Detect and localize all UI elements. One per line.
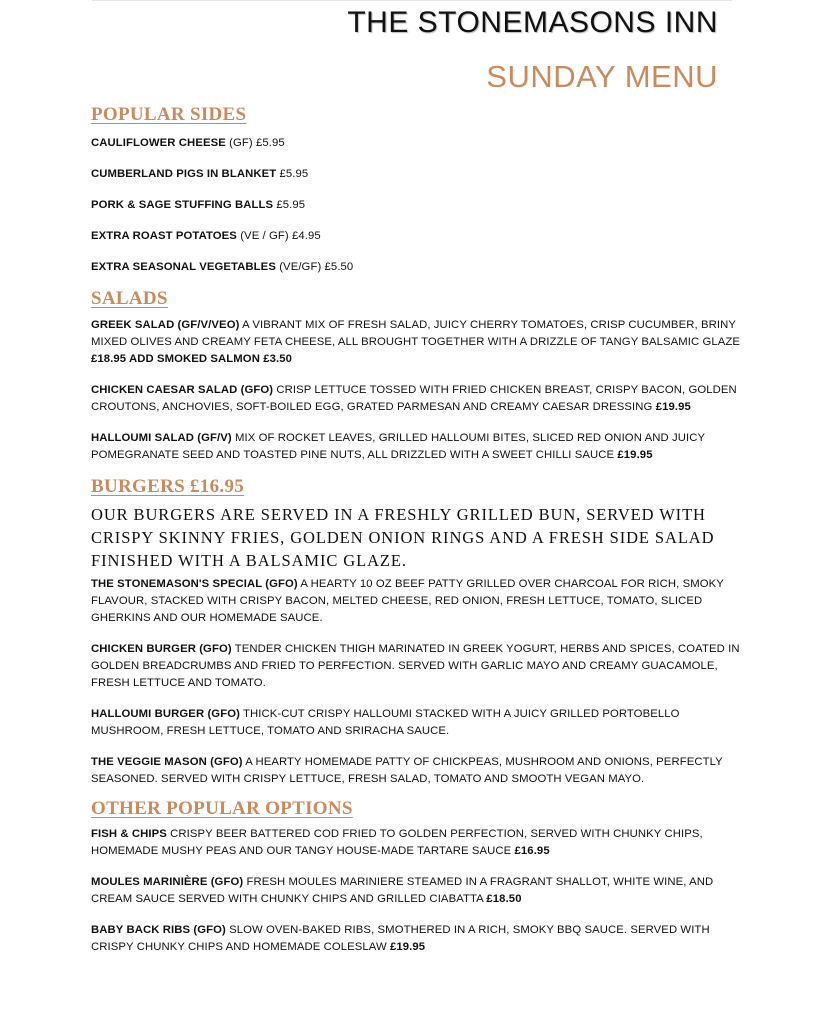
item-description: SLOW OVEN-BAKED RIBS, SMOTHERED IN A RICH, SMOKY BBQ SAUCE. SERVED WITH CRISPY CHUNKY CHIPS AND HOMEMADE COLESLAW: [91, 924, 710, 953]
item-description: FRESH MOULES MARINIERE STEAMED IN A FRAGRANT SHALLOT, WHITE WINE, AND CREAM SAUCE SERVED WITH CHUNKY CHIPS AND GRILLED CIABATTA: [91, 876, 714, 905]
item-name: HALLOUMI BURGER (GFO): [91, 708, 240, 720]
list-item: [91, 259, 741, 276]
menu-content: [91, 104, 741, 956]
list-item: [91, 166, 741, 183]
salads-list: [91, 317, 741, 464]
item-name: HALLOUMI SALAD (GF/V): [91, 432, 232, 444]
restaurant-name: THE STONEMASONS INN: [347, 6, 718, 39]
list-item: [91, 922, 741, 956]
list-item: [91, 228, 741, 245]
item-name: CAULIFLOWER CHEESE: [91, 137, 226, 149]
list-item: [91, 874, 741, 908]
item-price: £18.50: [486, 893, 522, 905]
item-name: EXTRA SEASONAL VEGETABLES: [91, 261, 276, 273]
item-name: CHICKEN CAESAR SALAD (GFO): [91, 384, 274, 396]
list-item: [91, 641, 741, 692]
item-name: CUMBERLAND PIGS IN BLANKET: [91, 168, 277, 180]
item-detail: £5.95: [273, 199, 306, 211]
list-item: [91, 576, 741, 627]
top-divider: [92, 0, 732, 1]
burgers-list: [91, 576, 741, 788]
item-name: CHICKEN BURGER (GFO): [91, 643, 232, 655]
sides-list: [91, 135, 741, 276]
list-item: [91, 754, 741, 788]
menu-title: SUNDAY MENU: [486, 59, 718, 94]
item-name: FISH & CHIPS: [91, 828, 167, 840]
item-price: £19.95: [390, 941, 426, 953]
other-list: [91, 826, 741, 956]
item-price: £19.95: [655, 401, 691, 413]
item-name: PORK & SAGE STUFFING BALLS: [91, 199, 274, 211]
item-description: MIX OF ROCKET LEAVES, GRILLED HALLOUMI BITES, SLICED RED ONION AND JUICY POMEGRANATE SEED AND TOASTED PINE NUTS, ALL DRIZZLED WITH A SWEET CHILLI SAUCE: [91, 432, 705, 461]
item-name: THE VEGGIE MASON (GFO): [91, 756, 243, 768]
burgers-intro: OUR BURGERS ARE SERVED IN A FRESHLY GRILLED BUN, SERVED WITH CRISPY SKINNY FRIES, GOLDEN ONION RINGS AND A FRESH SIDE SALAD FINISHED WITH A BALSAMIC GLAZE.: [91, 505, 715, 570]
section-heading-sides: POPULAR SIDES: [91, 104, 247, 125]
item-price: £16.95: [514, 845, 550, 857]
item-price: £18.95 ADD SMOKED SALMON £3.50: [91, 353, 292, 365]
item-detail: (VE/GF) £5.50: [275, 261, 354, 273]
item-description: CRISPY BEER BATTERED COD FRIED TO GOLDEN PERFECTION, SERVED WITH CHUNKY CHIPS, HOMEMADE MUSHY PEAS AND OUR TANGY HOUSE-MADE TARTARE SAUCE: [91, 828, 703, 857]
list-item: [91, 317, 741, 368]
item-detail: (GF) £5.95: [225, 137, 285, 149]
item-detail: (VE / GF) £4.95: [236, 230, 321, 242]
item-detail: £5.95: [276, 168, 309, 180]
list-item: [91, 826, 741, 860]
item-name: THE STONEMASON'S SPECIAL (GFO): [91, 578, 298, 590]
section-heading-other: OTHER POPULAR OPTIONS: [91, 798, 353, 819]
section-heading-burgers: BURGERS £16.95: [91, 476, 245, 497]
section-heading-salads: SALADS: [91, 288, 168, 309]
item-description: A HEARTY HOMEMADE PATTY OF CHICKPEAS, MUSHROOM AND ONIONS, PERFECTLY SEASONED. SERVED WITH CRISPY LETTUCE, FRESH SALAD, TOMATO AND SMOOTH VEGAN MAYO.: [91, 756, 723, 785]
list-item: [91, 706, 741, 740]
item-name: BABY BACK RIBS (GFO): [91, 924, 226, 936]
item-price: £19.95: [617, 449, 653, 461]
item-name: EXTRA ROAST POTATOES: [91, 230, 237, 242]
list-item: [91, 430, 741, 464]
item-description: CRISP LETTUCE TOSSED WITH FRIED CHICKEN BREAST, CRISPY BACON, GOLDEN CROUTONS, ANCHOVIES, SOFT-BOILED EGG, GRATED PARMESAN AND CREAMY CAESAR DRESSING: [91, 384, 737, 413]
item-description: TENDER CHICKEN THIGH MARINATED IN GREEK YOGURT, HERBS AND SPICES, COATED IN GOLDEN BREADCRUMBS AND FRIED TO PERFECTION. SERVED WITH GARLIC MAYO AND CREAMY GUACAMOLE, FRESH LETTUCE AND TOMATO.: [91, 643, 740, 689]
item-description: A VIBRANT MIX OF FRESH SALAD, JUICY CHERRY TOMATOES, CRISP CUCUMBER, BRINY MIXED OLIVES AND CREAMY FETA CHEESE, ALL BROUGHT TOGETHER WITH A DRIZZLE OF TANGY BALSAMIC GLAZE: [91, 319, 741, 348]
list-item: [91, 197, 741, 214]
item-name: GREEK SALAD (GF/V/VEO): [91, 319, 240, 331]
item-description: THICK-CUT CRISPY HALLOUMI STACKED WITH A JUICY GRILLED PORTOBELLO MUSHROOM, FRESH LETTUCE, TOMATO AND SRIRACHA SAUCE.: [91, 708, 680, 737]
list-item: [91, 135, 741, 152]
item-name: MOULES MARINIÈRE (GFO): [91, 876, 244, 888]
list-item: [91, 382, 741, 416]
item-description: A HEARTY 10 OZ BEEF PATTY GRILLED OVER CHARCOAL FOR RICH, SMOKY FLAVOUR, STACKED WITH CRISPY BACON, MELTED CHEESE, RED ONION, FRESH LETTUCE, TOMATO, SLICED GHERKINS AND OUR HOMEMADE SAUCE.: [91, 578, 724, 624]
